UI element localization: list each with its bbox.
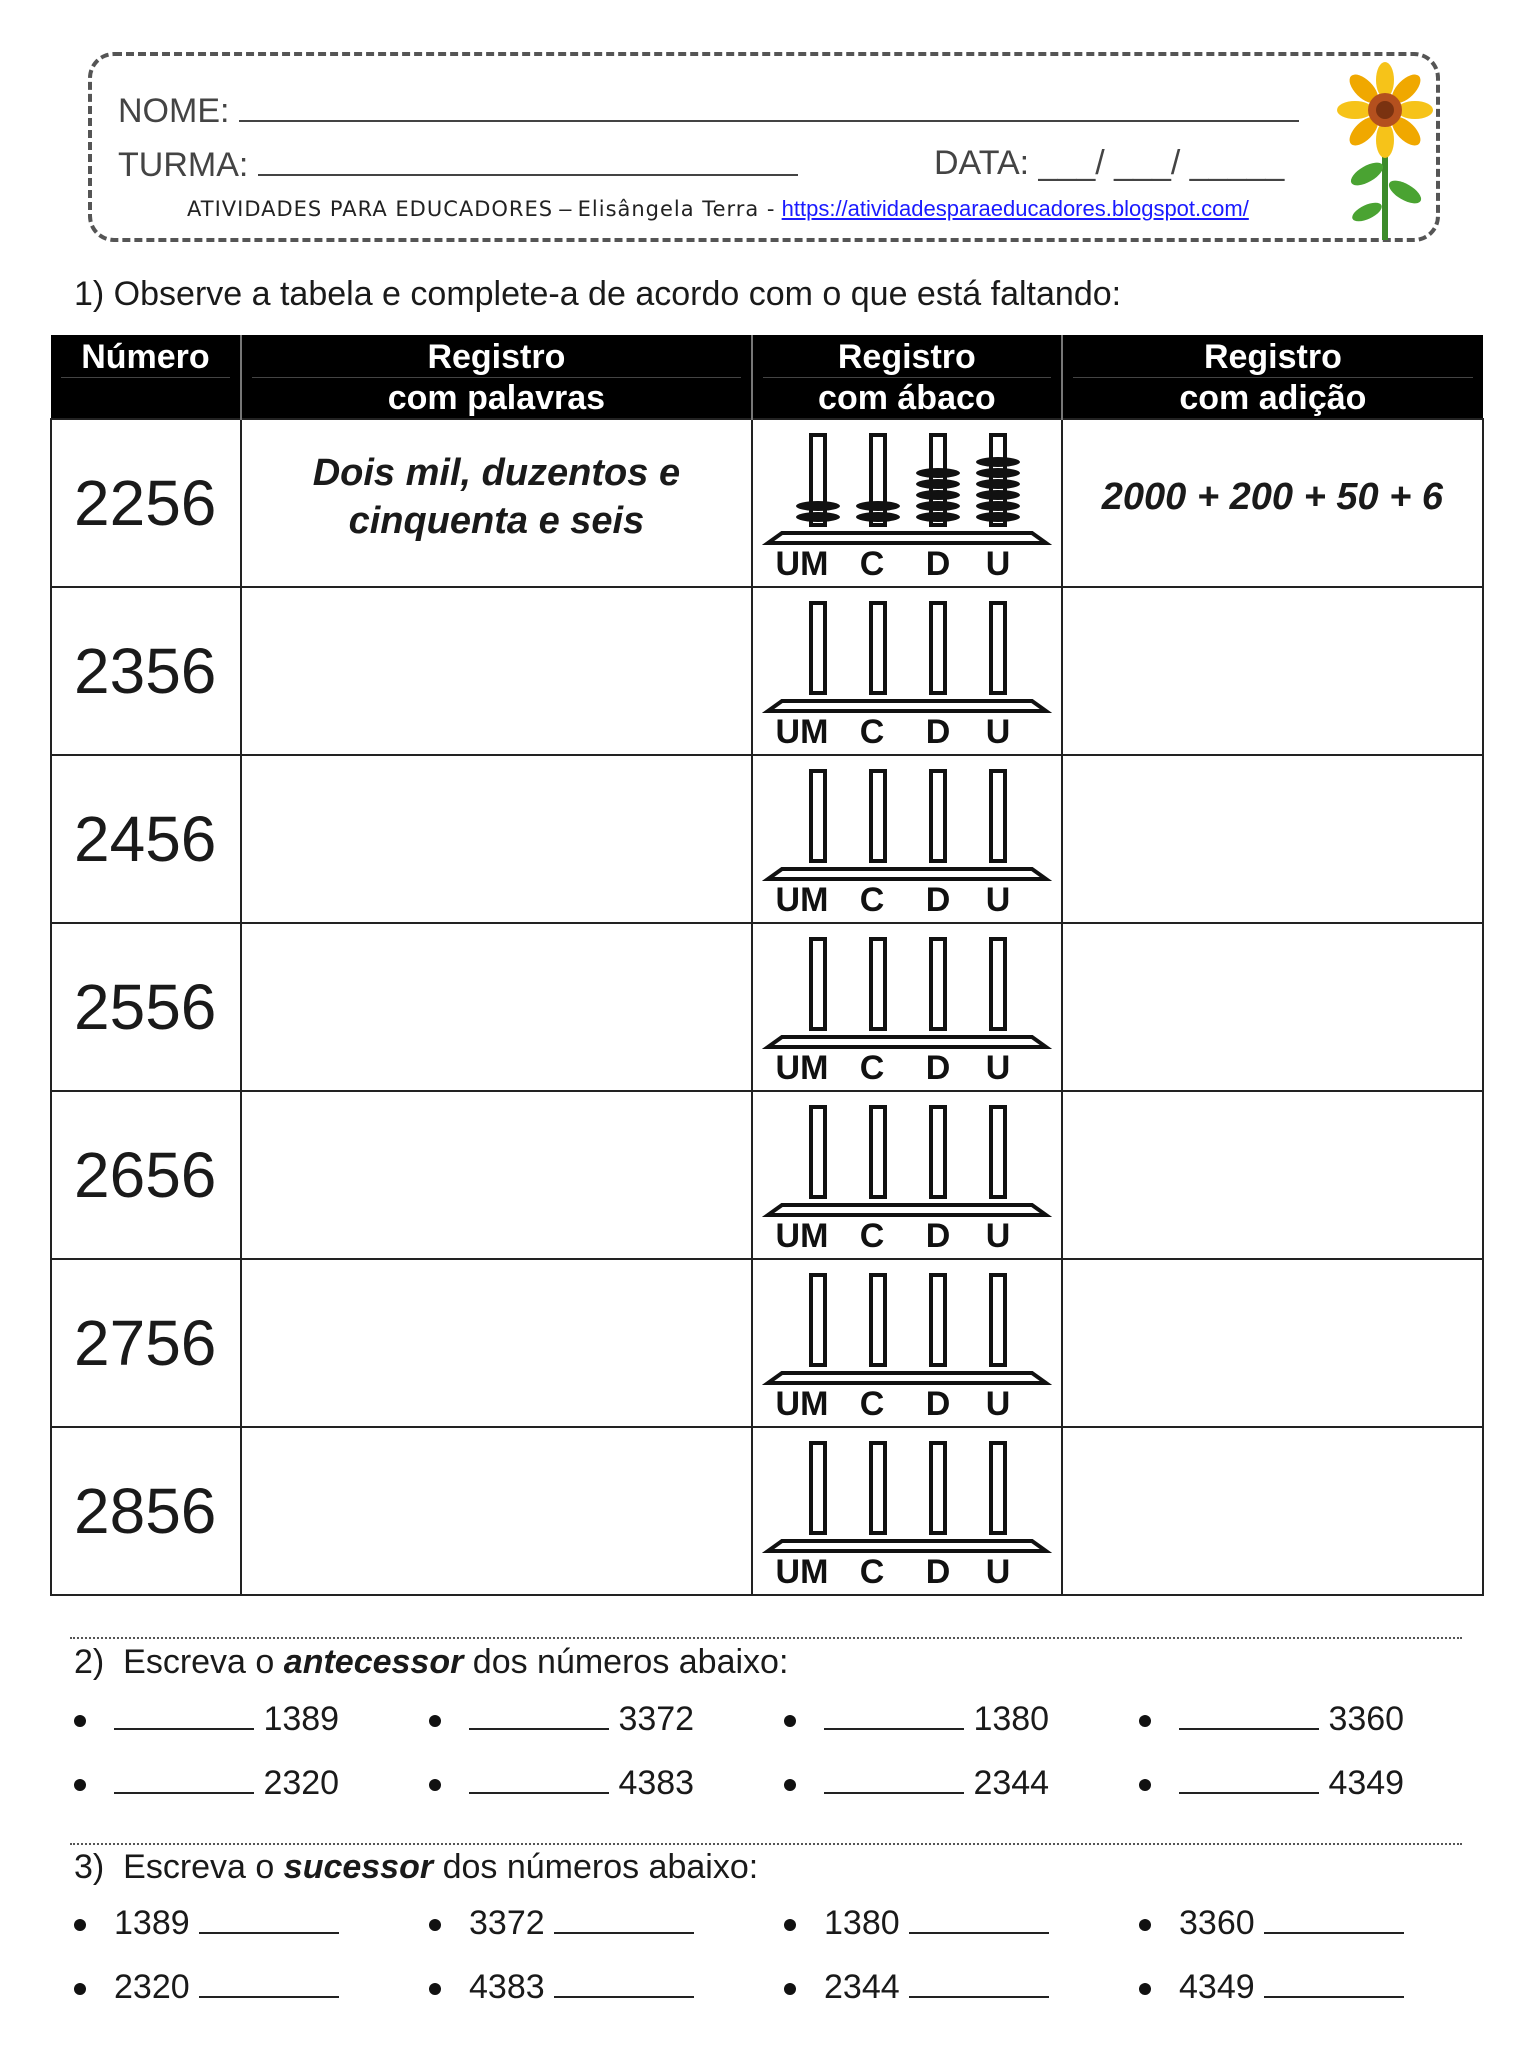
- abacus-label-c: C: [859, 713, 885, 749]
- abacus-cell[interactable]: [752, 1427, 1062, 1595]
- abacus-label-u: U: [985, 1049, 1011, 1085]
- sucessor-item: [74, 1968, 339, 2007]
- antecessor-answer-field[interactable]: [469, 1700, 609, 1730]
- bullet-icon: [429, 1983, 441, 1995]
- addition-cell[interactable]: [1062, 1259, 1483, 1427]
- bullet-icon: [1139, 1779, 1151, 1791]
- abacus-label-um: UM: [775, 881, 829, 917]
- header-palavras: Registro com palavras: [241, 335, 752, 419]
- abacus-label-d: D: [925, 1553, 951, 1589]
- question3-prompt: 3) Escreva o sucessor dos números abaixo:: [74, 1848, 759, 1886]
- sucessor-answer-field[interactable]: [554, 1904, 694, 1934]
- antecessor-number: 3360: [1328, 1700, 1405, 1738]
- antecessor-answer-field[interactable]: [114, 1700, 254, 1730]
- antecessor-item: [784, 1700, 1049, 1739]
- abacus-label-d: D: [925, 545, 951, 581]
- abacus-cell[interactable]: [752, 923, 1062, 1091]
- addition-cell[interactable]: [1062, 923, 1483, 1091]
- abacus-cell[interactable]: [752, 1259, 1062, 1427]
- turma-field[interactable]: [258, 144, 798, 176]
- bullet-icon: [1139, 1919, 1151, 1931]
- addition-cell: [1062, 419, 1483, 587]
- abacus-icon: [762, 1265, 1052, 1421]
- sucessor-answer-field[interactable]: [909, 1904, 1049, 1934]
- antecessor-number: 2344: [973, 1764, 1050, 1802]
- table-row: [51, 923, 1483, 1091]
- antecessor-answer-field[interactable]: [824, 1764, 964, 1794]
- abacus-base: [768, 1205, 1046, 1215]
- abacus-rod-c: [871, 939, 885, 1029]
- divider-q2: [70, 1637, 1462, 1639]
- abacus-bead: [916, 512, 960, 522]
- abacus-rod-u: [991, 1443, 1005, 1533]
- abacus-rod-c: [871, 1443, 885, 1533]
- abacus-label-d: D: [925, 1385, 951, 1421]
- abacus-rod-u: [991, 603, 1005, 693]
- sucessor-number: 1389: [114, 1904, 190, 1942]
- abacus-cell[interactable]: [752, 1091, 1062, 1259]
- abacus-rod-c: [871, 603, 885, 693]
- antecessor-answer-field[interactable]: [824, 1700, 964, 1730]
- abacus-label-um: UM: [775, 1385, 829, 1421]
- abacus-rod-c: [871, 1107, 885, 1197]
- nome-label: NOME:: [118, 92, 230, 130]
- abacus-bead: [976, 457, 1020, 467]
- abacus-rod-um: [811, 1443, 825, 1533]
- antecessor-number: 1389: [263, 1700, 340, 1738]
- addition-cell[interactable]: [1062, 1427, 1483, 1595]
- antecessor-answer-field[interactable]: [1179, 1700, 1319, 1730]
- abacus-bead: [976, 512, 1020, 522]
- nome-line: [118, 90, 1299, 131]
- abacus-base: [768, 1541, 1046, 1551]
- credit-dash: –: [559, 196, 572, 221]
- abacus-icon: [762, 593, 1052, 749]
- abacus-rod-d: [931, 1275, 945, 1365]
- header-numero: Número: [51, 335, 241, 419]
- abacus-cell[interactable]: [752, 587, 1062, 755]
- addition-cell[interactable]: [1062, 587, 1483, 755]
- data-line: [934, 144, 1284, 183]
- antecessor-answer-field[interactable]: [1179, 1764, 1319, 1794]
- number-cell: 2756: [51, 1259, 241, 1427]
- table-row: [51, 419, 1483, 587]
- bullet-icon: [784, 1779, 796, 1791]
- abacus-rod-um: [811, 939, 825, 1029]
- abacus-icon: [762, 1433, 1052, 1589]
- abacus-label-d: D: [925, 1049, 951, 1085]
- number-cell: 2856: [51, 1427, 241, 1595]
- abacus-label-um: UM: [775, 1049, 829, 1085]
- abacus-rod-d: [931, 939, 945, 1029]
- words-cell[interactable]: [241, 1427, 752, 1595]
- abacus-base: [768, 1037, 1046, 1047]
- data-field[interactable]: ___/ ___/ _____: [1038, 144, 1285, 182]
- abacus-label-c: C: [859, 1217, 885, 1253]
- words-cell[interactable]: [241, 923, 752, 1091]
- words-cell: [241, 419, 752, 587]
- abacus-cell[interactable]: [752, 755, 1062, 923]
- abacus-rod-c: [871, 435, 885, 525]
- abacus-rod-u: [991, 771, 1005, 861]
- abacus-rod-u: [991, 1275, 1005, 1365]
- abacus-bead: [976, 501, 1020, 511]
- abacus-base: [768, 1373, 1046, 1383]
- abacus-label-um: UM: [775, 1217, 829, 1253]
- abacus-rod-u: [991, 939, 1005, 1029]
- words-line-2: cinquenta e seis: [348, 500, 645, 542]
- table-row: [51, 587, 1483, 755]
- abacus-rod-d: [931, 771, 945, 861]
- divider-q3: [70, 1843, 1462, 1845]
- sucessor-answer-field[interactable]: [554, 1968, 694, 1998]
- antecessor-item: [784, 1764, 1049, 1803]
- sucessor-answer-field[interactable]: [199, 1968, 339, 1998]
- abacus-bead: [856, 501, 900, 511]
- antecessor-answer-field[interactable]: [114, 1764, 254, 1794]
- abacus-base: [768, 869, 1046, 879]
- sucessor-number: 1380: [824, 1904, 900, 1942]
- abacus-label-d: D: [925, 713, 951, 749]
- sucessor-item: [784, 1904, 1049, 1943]
- abacus-label-u: U: [985, 1553, 1011, 1589]
- table-row: [51, 1091, 1483, 1259]
- abacus-icon: [762, 1097, 1052, 1253]
- addition-cell[interactable]: [1062, 1091, 1483, 1259]
- abacus-label-u: U: [985, 713, 1011, 749]
- sucessor-number: 4349: [1179, 1968, 1255, 2006]
- sucessor-item: [1139, 1904, 1404, 1943]
- question2-prompt: 2) Escreva o antecessor dos números abaixo:: [74, 1643, 789, 1681]
- antecessor-number: 2320: [263, 1764, 340, 1802]
- bullet-icon: [74, 1779, 86, 1791]
- number-cell: 2356: [51, 587, 241, 755]
- abacus-bead: [916, 479, 960, 489]
- abacus-rod-u: [991, 1107, 1005, 1197]
- words-cell[interactable]: [241, 1091, 752, 1259]
- antecessor-number: 1380: [973, 1700, 1050, 1738]
- abacus-rod-um: [811, 603, 825, 693]
- abacus-rod-um: [811, 771, 825, 861]
- sucessor-item: [429, 1968, 694, 2007]
- number-cell: 2556: [51, 923, 241, 1091]
- place-value-table: [50, 335, 1484, 1596]
- sucessor-number: 4383: [469, 1968, 545, 2006]
- abacus-bead: [976, 468, 1020, 478]
- bullet-icon: [1139, 1983, 1151, 1995]
- abacus-rod-c: [871, 1275, 885, 1365]
- abacus-bead: [916, 501, 960, 511]
- abacus-bead: [916, 468, 960, 478]
- words-line-1: Dois mil, duzentos e: [312, 452, 681, 494]
- header-adicao: Registro com adição: [1062, 335, 1483, 419]
- abacus-label-u: U: [985, 1385, 1011, 1421]
- nome-field[interactable]: [239, 90, 1299, 122]
- number-cell: 2456: [51, 755, 241, 923]
- abacus-icon: [762, 761, 1052, 917]
- credit-link[interactable]: https://atividadesparaeducadores.blogspot.com/: [781, 196, 1249, 221]
- abacus-label-u: U: [985, 1217, 1011, 1253]
- antecessor-item: [1139, 1700, 1404, 1739]
- abacus-label-u: U: [985, 881, 1011, 917]
- table-row: [51, 1427, 1483, 1595]
- sucessor-item: [429, 1904, 694, 1943]
- words-cell[interactable]: [241, 1259, 752, 1427]
- abacus-rod-c: [871, 771, 885, 861]
- table-header-row: [51, 335, 1483, 419]
- sucessor-item: [74, 1904, 339, 1943]
- bullet-icon: [784, 1715, 796, 1727]
- abacus-base: [768, 533, 1046, 543]
- abacus-icon: [762, 929, 1052, 1085]
- antecessor-number: 3372: [618, 1700, 695, 1738]
- sucessor-item: [784, 1968, 1049, 2007]
- antecessor-item: [74, 1764, 339, 1803]
- antecessor-item: [429, 1700, 694, 1739]
- sucessor-number: 3372: [469, 1904, 545, 1942]
- abacus-label-d: D: [925, 881, 951, 917]
- credit-title: ATIVIDADES PARA EDUCADORES: [187, 197, 554, 221]
- abacus-base: [768, 701, 1046, 711]
- abacus-bead: [796, 501, 840, 511]
- abacus-rod-d: [931, 1107, 945, 1197]
- sucessor-answer-field[interactable]: [909, 1968, 1049, 1998]
- sucessor-answer-field[interactable]: [1264, 1904, 1404, 1934]
- antecessor-item: [74, 1700, 339, 1739]
- abacus-label-um: UM: [775, 545, 829, 581]
- question1-prompt: 1) Observe a tabela e complete-a de acordo com o que está faltando:: [74, 275, 1122, 313]
- bullet-icon: [429, 1779, 441, 1791]
- abacus-label-um: UM: [775, 1553, 829, 1589]
- abacus-bead: [976, 490, 1020, 500]
- abacus-rod-um: [811, 1275, 825, 1365]
- table-row: [51, 755, 1483, 923]
- header-abaco: Registro com ábaco: [752, 335, 1062, 419]
- antecessor-answer-field[interactable]: [469, 1764, 609, 1794]
- bullet-icon: [1139, 1715, 1151, 1727]
- abacus-label-u: U: [985, 545, 1011, 581]
- turma-line: [118, 144, 798, 185]
- abacus-rod-um: [811, 435, 825, 525]
- bullet-icon: [429, 1715, 441, 1727]
- table-row: [51, 1259, 1483, 1427]
- antecessor-number: 4349: [1328, 1764, 1405, 1802]
- abacus-rod-d: [931, 603, 945, 693]
- words-cell[interactable]: [241, 755, 752, 923]
- bullet-icon: [74, 1715, 86, 1727]
- abacus-icon: [762, 425, 1052, 581]
- abacus-bead: [796, 512, 840, 522]
- abacus-label-c: C: [859, 881, 885, 917]
- data-label: DATA:: [934, 144, 1030, 182]
- addition-cell[interactable]: [1062, 755, 1483, 923]
- abacus-rod-um: [811, 1107, 825, 1197]
- sucessor-number: 2320: [114, 1968, 190, 2006]
- bullet-icon: [784, 1919, 796, 1931]
- antecessor-item: [429, 1764, 694, 1803]
- abacus-label-c: C: [859, 1385, 885, 1421]
- abacus-bead: [916, 490, 960, 500]
- sucessor-item: [1139, 1968, 1404, 2007]
- abacus-label-c: C: [859, 1553, 885, 1589]
- abacus-label-c: C: [859, 545, 885, 581]
- credit-line: [187, 196, 1249, 222]
- abacus-label-c: C: [859, 1049, 885, 1085]
- number-cell: 2656: [51, 1091, 241, 1259]
- sucessor-number: 3360: [1179, 1904, 1255, 1942]
- antecessor-number: 4383: [618, 1764, 695, 1802]
- abacus-cell: [752, 419, 1062, 587]
- bullet-icon: [429, 1919, 441, 1931]
- sucessor-answer-field[interactable]: [199, 1904, 339, 1934]
- credit-author: Elisângela Terra -: [577, 197, 776, 221]
- antecessor-item: [1139, 1764, 1404, 1803]
- abacus-label-d: D: [925, 1217, 951, 1253]
- bullet-icon: [74, 1919, 86, 1931]
- sucessor-number: 2344: [824, 1968, 900, 2006]
- turma-label: TURMA:: [118, 146, 249, 184]
- abacus-rod-d: [931, 1443, 945, 1533]
- header-box: [88, 52, 1440, 242]
- abacus-bead: [976, 479, 1020, 489]
- sucessor-answer-field[interactable]: [1264, 1968, 1404, 1998]
- abacus-bead: [856, 512, 900, 522]
- bullet-icon: [784, 1983, 796, 1995]
- number-cell: 2256: [51, 419, 241, 587]
- bullet-icon: [74, 1983, 86, 1995]
- words-cell[interactable]: [241, 587, 752, 755]
- sunflower-icon: [1337, 62, 1433, 242]
- abacus-label-um: UM: [775, 713, 829, 749]
- addition-text: 2000 + 200 + 50 + 6: [1101, 475, 1444, 518]
